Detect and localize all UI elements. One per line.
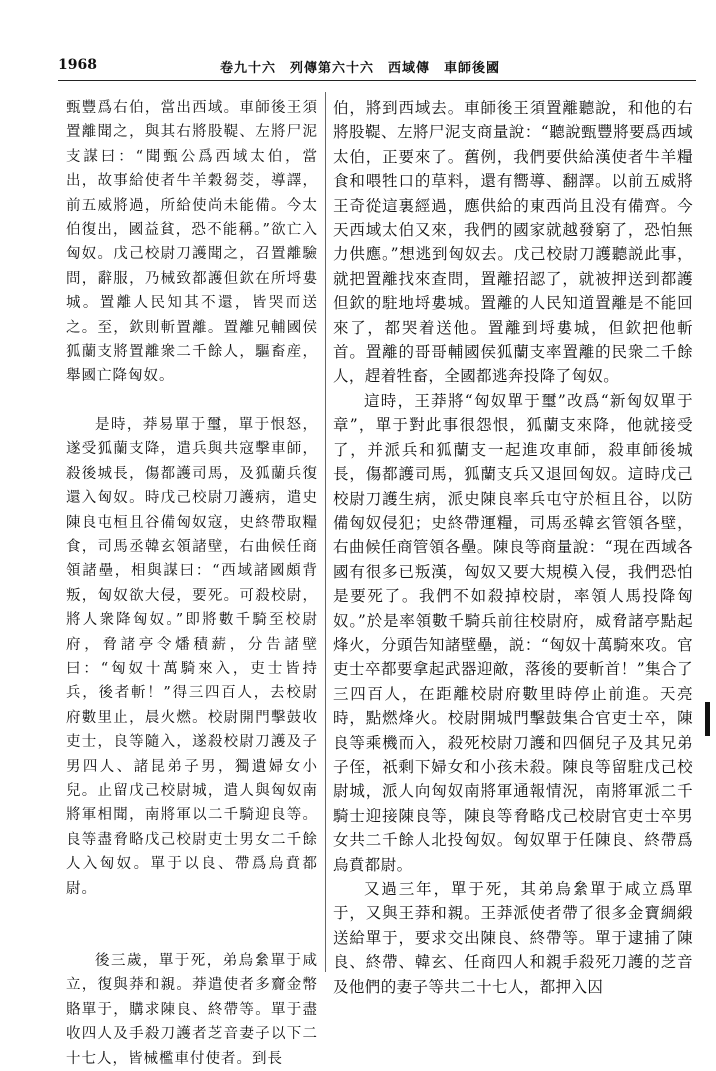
right-paragraph-2: 這時，王莽將“匈奴單于璽”改爲“新匈奴單于章”，單于對此事很怨恨，狐蘭支來降，他就接受了，并派兵和狐蘭支一起進攻車師，殺車師後城長，傷都護司馬，狐蘭支兵又退回匈奴。這時戊己校尉刀護生病，派史陳良率兵屯守於桓且谷，以防備匈奴侵犯；史終帶運糧，司馬丞韓玄管領各壁，右曲候任商管領各壘。陳良等商量說：“現在西域各國有很多已叛漢，匈奴又要大規模入侵，我們恐怕是要死了。我們不如殺掉校尉，率領人馬投降匈奴。”於是率領數千騎兵前往校尉府，威脅諸亭點起烽火，分頭告知諸壁壘，説：“匈奴十萬騎來攻。官吏士卒都要拿起武器迎敵，落後的要斬首！”集合了三四百人，在距離校尉府數里時停止前進。天亮時，點燃烽火。校尉開城門擊鼓集合官吏士卒，陳良等乘機而入，殺死校尉刀護和四個兒子及其兄弟子侄，祇剩下婦女和小孩未殺。陳良等留駐戊己校尉城，派人向匈奴南將軍通報情況，南將軍派二千騎士迎接陳良等，陳良等脅略戊己校尉官吏士卒男女共二千餘人北投匈奴。匈奴單于任陳良、終帶爲烏賁都尉。: [333, 391, 693, 874]
left-column: [66, 96, 318, 1067]
right-column: [333, 96, 693, 996]
right-paragraph-3: 又過三年，單于死，其弟烏絫單于咸立爲單于，又與王莽和親。王莽派使者帶了很多金寶綢緞送給單于，要求交出陳良、終帶等。單于逮捕了陳良、終帶、韓玄、任商四人和親手殺死刀護的芝音及他們的妻子等共二十七人，都押入囚: [333, 880, 693, 996]
left-paragraph-1: 甄豐爲右伯，當出西域。車師後王須置離聞之，與其右將股鞮、左將尸泥支謀曰：“聞甄公爲西域太伯，當出，故事給使者牛羊穀芻茭，導譯，前五威將過，所給使尚未能備。今太伯復出，國益貧，恐不能稱。”欲亡入匈奴。戊己校尉刀護聞之，召置離驗問，辭服，乃械致都護但欽在所埒婁城。置離人民知其不還，皆哭而送之。至，欽則斬置離。置離兄輔國侯狐蘭支將置離衆二千餘人，驅畜産，舉國亡降匈奴。: [66, 100, 318, 385]
column-divider: [325, 92, 326, 972]
page-number: 1968: [58, 57, 97, 73]
running-head: 卷九十六 列傳第六十六 西域傳 車師後國: [220, 61, 501, 76]
paragraph-gap: [66, 389, 318, 413]
right-paragraph-1: 伯，將到西域去。車師後王須置離聽說，和他的右將股鞮、左將尸泥支商量說：“聽說甄豐將要爲西域太伯，正要來了。舊例，我們要供給漢使者牛羊糧食和喂牲口的草料，還有嚮導、翻譯。以前五威將王奇從這裏經過，應供給的東西尚且没有備齊。今天西域太伯又來，我們的國家就越發窮了，恐怕無力供應。”想逃到匈奴去。戊己校尉刀護聽説此事，就把置離找來查問，置離招認了，就被押送到都護但欽的駐地埒婁城。置離的人民知道置離是不能回來了，都哭着送他。置離到埒婁城，但欽把他斬首。置離的哥哥輔國侯狐蘭支率置離的民衆二千餘人，趕着牲畜，全國都逃奔投降了匈奴。: [333, 99, 693, 386]
page-edge-mark: [705, 702, 710, 736]
paragraph-gap: [66, 901, 318, 949]
left-paragraph-3: 後三歲，單于死，弟烏絫單于咸立，復與莽和親。莽遣使者多齎金幣賂單于，購求陳良、終帶等。單于盡收四人及手殺刀護者芝音妻子以下二十七人，皆械檻車付使者。到長: [66, 953, 318, 1067]
left-paragraph-2: 是時，莽易單于璽，單于恨怒，遂受狐蘭支降，遣兵與共寇擊車師，殺後城長，傷都護司馬，及狐蘭兵復還入匈奴。時戊己校尉刀護病，遣史陳良屯桓且谷備匈奴寇，史終帶取糧食，司馬丞韓玄領諸壁，右曲候任商領諸壘，相與謀曰：“西域諸國頗背叛，匈奴欲大侵，要死。可殺校尉，將人衆降匈奴。”即將數千騎至校尉府，脅諸亭令燔積薪，分告諸壁曰：“匈奴十萬騎來入，吏士皆持兵，後者斬！”得三四百人，去校尉府數里止，晨火燃。校尉開門擊鼓收吏士，良等隨入，遂殺校尉刀護及子男四人、諸昆弟子男，獨遺婦女小兒。止留戊己校尉城，遣人與匈奴南將軍相聞，南將軍以二千騎迎良等。良等盡脅略戊己校尉吏士男女二千餘人入匈奴。單于以良、帶爲烏賁都尉。: [66, 416, 318, 897]
header-rule: [58, 80, 696, 81]
